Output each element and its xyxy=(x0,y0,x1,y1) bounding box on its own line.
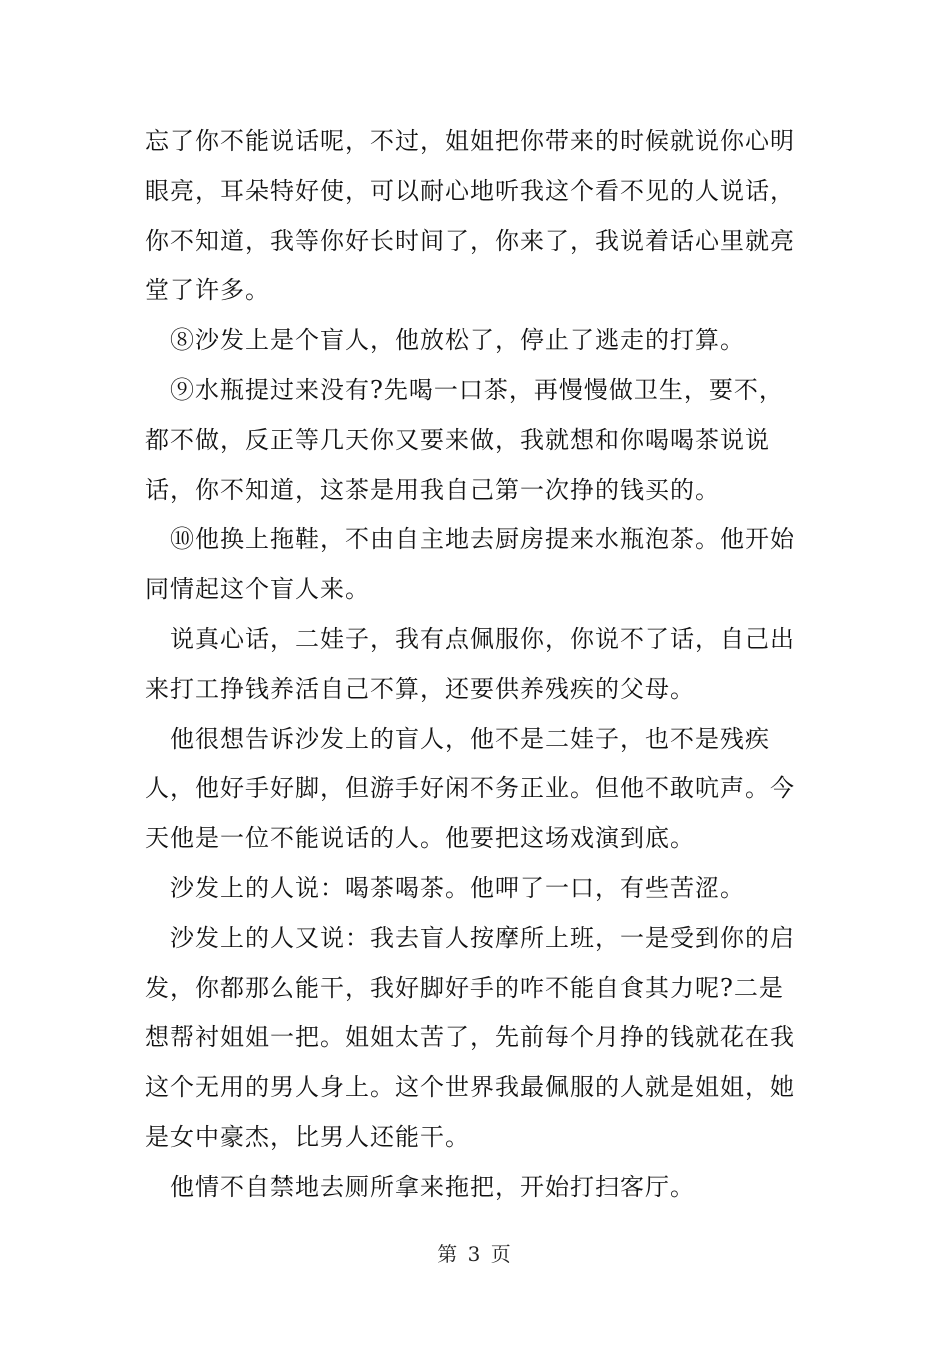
paragraph-4: ⑩他换上拖鞋，不由自主地去厨房提来水瓶泡茶。他开始同情起这个盲人来。 xyxy=(145,525,795,604)
paragraph-6: 他很想告诉沙发上的盲人，他不是二娃子，也不是残疾人，他好手好脚，但游手好闲不务正业。但他不敢吭声。今天他是一位不能说话的人。他要把这场戏演到底。 xyxy=(145,724,795,853)
paragraph-1: 忘了你不能说话呢，不过，姐姐把你带来的时候就说你心明眼亮，耳朵特好使，可以耐心地听我这个看不见的人说话，你不知道，我等你好长时间了，你来了，我说着话心里就亮堂了许多。 xyxy=(145,127,795,305)
paragraph-7: 沙发上的人说：喝茶喝茶。他呷了一口，有些苦涩。 xyxy=(170,873,745,902)
page-number-footer: 第 3 页 xyxy=(437,1242,513,1266)
document-body xyxy=(145,117,807,1213)
paragraph-9: 他情不自禁地去厕所拿来拖把，开始打扫客厅。 xyxy=(170,1172,695,1201)
paragraph-2: ⑧沙发上是个盲人，他放松了，停止了逃走的打算。 xyxy=(170,326,745,355)
paragraph-3: ⑨水瓶提过来没有?先喝一口茶，再慢慢做卫生，要不，都不做，反正等几天你又要来做，我就想和你喝喝茶说说话，你不知道，这茶是用我自己第一次挣的钱买的。 xyxy=(145,375,784,504)
paragraph-5: 说真心话，二娃子，我有点佩服你，你说不了话，自己出来打工挣钱养活自己不算，还要供养残疾的父母。 xyxy=(145,624,795,703)
paragraph-8: 沙发上的人又说：我去盲人按摩所上班，一是受到你的启发，你都那么能干，我好脚好手的咋不能自食其力呢?二是想帮衬姐姐一把。姐姐太苦了，先前每个月挣的钱就花在我这个无用的男人身上。这个世界我最佩服的人就是姐姐，她是女中豪杰，比男人还能干。 xyxy=(145,923,795,1151)
